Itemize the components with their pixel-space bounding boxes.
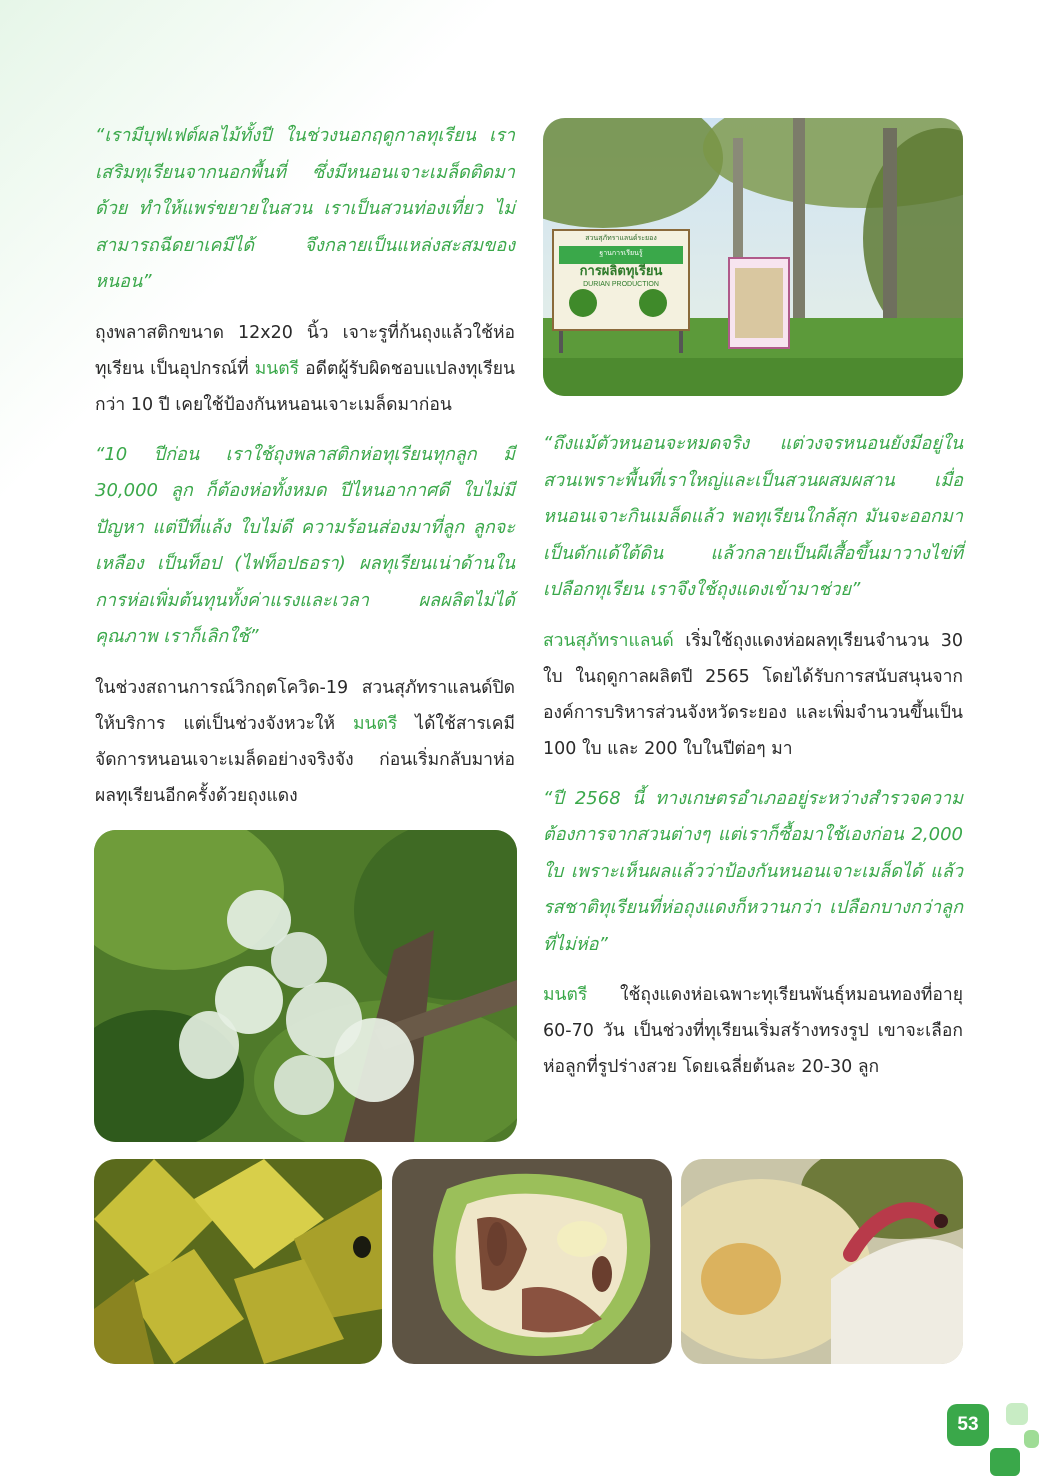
bagged-durian-photo	[94, 830, 517, 1142]
sign-small-line1: สวนสุภัทราแลนด์ระยอง	[585, 234, 657, 242]
paragraph-plastic-bag-text-b: อดีตผู้รับผิดชอบแปลงทุเรียนกว่า 10 ปี เคยใช้ป้องกันหนอนเจาะเมล็ดมาก่อน	[95, 358, 516, 415]
orchard-sign-photo	[543, 118, 963, 396]
name-supattra-land: สวนสุภัทราแลนด์	[543, 630, 674, 651]
opened-durian-photo	[392, 1159, 672, 1364]
paragraph-monthong-text: ใช้ถุงแดงห่อเฉพาะทุเรียนพันธุ์หมอนทองที่อายุ 60-70 วัน เป็นช่วงที่ทุเรียนเริ่มสร้างทรงรูป เขาจะเลือกห่อลูกที่รูปร่างสวย โดยเฉลี่ยต้นละ 20-30 ลูก	[543, 985, 963, 1077]
quote-year-2568: “ปี 2568 นี้ ทางเกษตรอำเภออยู่ระหว่างสำรวจความต้องการจากสวนต่างๆ แต่เราก็ซื้อมาใช้เองก่อน 2,000 ใบ เพราะเห็นผลแล้วว่าป้องกันหนอนเจาะเมล็ดได้ แล้วรสชาติทุเรียนที่ห่อถุงแดงก็หวานกว่า เปลือกบางกว่าลูกที่ไม่ห่อ”	[543, 787, 963, 955]
sign-title: การผลิตทุเรียน	[579, 264, 663, 279]
quote-worm-cycle: “ถึงแม้ตัวหนอนจะหมดจริง แต่วงจรหนอนยังมีอยู่ในสวนเพราะพื้นที่เราใหญ่และเป็นสวนผสมผสาน เมื่อหนอนเจาะกินเมล็ดแล้ว พอทุเรียนใกล้สุก มันจะออกมาเป็นดักแด้ใต้ดิน แล้วกลายเป็นผีเสื้อขึ้นมาวางไข่ที่เปลือกทุเรียน เราจึงใช้ถุงแดงเข้ามาช่วย”	[543, 433, 963, 600]
sign-subtitle: DURIAN PRODUCTION	[583, 281, 659, 288]
name-montri: มนตรี	[254, 358, 300, 379]
right-column	[543, 426, 963, 1099]
worm-closeup-photo	[681, 1159, 963, 1364]
deco-square	[1006, 1403, 1028, 1425]
sign-small-line2: ฐานการเรียนรู้	[599, 249, 643, 257]
paragraph-covid	[95, 670, 515, 814]
paragraph-plastic-bag	[95, 315, 515, 423]
paragraph-red-bag-start	[543, 623, 963, 767]
page-number: 53	[947, 1404, 989, 1446]
left-column	[95, 118, 515, 828]
quote-buffet-fruit: “เรามีบุฟเฟต์ผลไม้ทั้งปี ในช่วงนอกฤดูกาลทุเรียน เราเสริมทุเรียนจากนอกพื้นที่ ซึ่งมีหนอนเจาะเมล็ดติดมาด้วย ทำให้แพร่ขยายในสวน เราเป็นสวนท่องเที่ยว ไม่สามารถฉีดยาเคมีได้ จึงกลายเป็นแหล่งสะสมของหนอน”	[95, 125, 515, 292]
paragraph-monthong	[543, 977, 963, 1085]
quote-ten-years-ago: “10 ปีก่อน เราใช้ถุงพลาสติกห่อทุเรียนทุกลูก มี 30,000 ลูก ก็ต้องห่อทั้งหมด ปีไหนอากาศดี ใบไม่มีปัญหา แต่ปีที่แล้ง ใบไม่ดี ความร้อนส่องมาที่ลูก ลูกจะเหลือง เป็นท็อป (ไฟท็อปธอรา) ผลทุเรียนเน่าด้านใน การห่อเพิ่มต้นทุนทั้งค่าแรงและเวลา ผลผลิตไม่ได้คุณภาพ เราก็เลิกใช้”	[95, 443, 515, 647]
durian-husk-photo	[94, 1159, 382, 1364]
paragraph-covid-text-a: ในช่วงสถานการณ์วิกฤตโควิด-19 สวนสุภัทราแลนด์ปิดให้บริการ แต่เป็นช่วงจังหวะให้	[95, 677, 515, 734]
deco-square	[1024, 1430, 1039, 1448]
name-montri: มนตรี	[543, 985, 588, 1005]
deco-square	[990, 1448, 1020, 1476]
name-montri: มนตรี	[353, 713, 398, 734]
paragraph-plastic-bag-text-a: ถุงพลาสติกขนาด 12x20 นิ้ว เจาะรูที่ก้นถุงแล้วใช้ห่อทุเรียน เป็นอุปกรณ์ที่	[95, 322, 515, 379]
paragraph-covid-text-b: ได้ใช้สารเคมีจัดการหนอนเจาะเมล็ดอย่างจริงจัง ก่อนเริ่มกลับมาห่อผลทุเรียนอีกครั้งด้วยถุงแดง	[95, 713, 515, 806]
paragraph-red-bag-start-text: เริ่มใช้ถุงแดงห่อผลทุเรียนจำนวน 30 ใบ ในฤดูกาลผลิตปี 2565 โดยได้รับการสนับสนุนจากองค์การบริหารส่วนจังหวัดระยอง และเพิ่มจำนวนขึ้นเป็น 100 ใบ และ 200 ใบในปีต่อๆ มา	[543, 630, 963, 759]
